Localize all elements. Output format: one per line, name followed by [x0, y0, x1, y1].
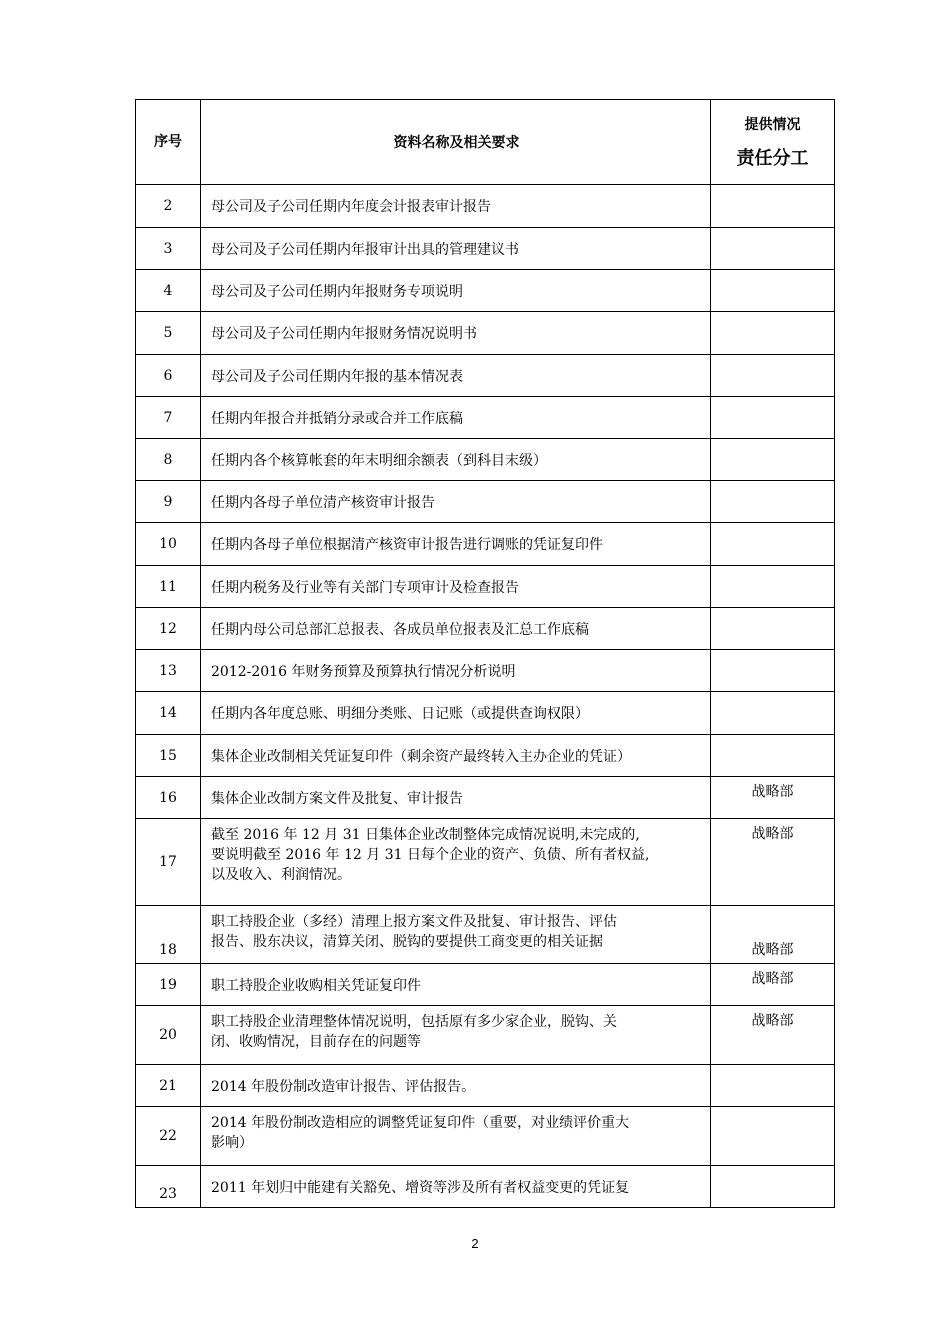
row-owner: [711, 481, 834, 522]
row-text: 母公司及子公司任期内年报的基本情况表: [211, 368, 463, 385]
row-owner: 战略部: [751, 942, 794, 958]
table-body: [136, 184, 834, 1207]
row-text: 任期内税务及行业等有关部门专项审计及检查报告: [211, 579, 519, 596]
row-text: 任期内各母子单位根据清产核资审计报告进行调账的凭证复印件: [211, 537, 603, 553]
header-owner: 责任分工: [736, 148, 809, 169]
row-owner: [711, 270, 834, 311]
table-row: [136, 1064, 834, 1106]
header-material-name: 资料名称及相关要求: [201, 100, 711, 184]
row-owner: [711, 439, 834, 480]
row-text: 母公司及子公司任期内年报财务情况说明书: [211, 326, 477, 342]
row-serial-no: 5: [136, 312, 201, 354]
row-serial-no: 3: [136, 228, 201, 269]
row-text: 任期内各个核算帐套的年末明细余额表（到科目末级）: [211, 452, 547, 469]
document-table: [135, 99, 835, 1208]
row-owner: [711, 228, 834, 269]
row-serial-no: 7: [136, 397, 201, 438]
row-serial-no: 12: [136, 608, 201, 649]
row-owner: [711, 566, 834, 607]
row-owner: [711, 185, 834, 227]
row-serial-no: 14: [136, 692, 201, 734]
row-owner: [711, 312, 834, 354]
table-row: [136, 269, 834, 311]
row-serial-no: 17: [136, 819, 201, 905]
row-serial-no: 4: [136, 270, 201, 311]
row-owner: [711, 397, 834, 438]
row-text: 职工持股企业（多经）清理上报方案文件及批复、审计报告、评估 报告、股东决议，清算关闭、脱钩的要提供工商变更的相关证据: [211, 914, 617, 950]
row-owner: 战略部: [751, 826, 794, 842]
row-text: 2011 年划归中能建有关豁免、增资等涉及所有者权益变更的凭证复: [211, 1179, 630, 1196]
row-owner: [711, 650, 834, 691]
row-material-description: [201, 270, 711, 311]
row-material-description: [201, 185, 711, 227]
row-material-description: [201, 608, 711, 649]
row-material-description: [201, 1006, 711, 1064]
row-serial-no: 9: [136, 481, 201, 522]
row-text: 职工持股企业清理整体情况说明，包括原有多少家企业，脱钩、关 闭、收购情况，目前存在的问题等: [211, 1014, 617, 1050]
table-row: [136, 522, 834, 565]
row-serial-no: 8: [136, 439, 201, 480]
table-row: [136, 1005, 834, 1064]
table-header-row: [136, 100, 834, 184]
table-row: [136, 396, 834, 438]
row-serial-no: 13: [136, 650, 201, 691]
row-serial-no: 21: [136, 1065, 201, 1106]
row-material-description: [201, 1065, 711, 1106]
row-serial-no: 10: [136, 523, 201, 565]
row-text: 2014 年股份制改造审计报告、评估报告。: [211, 1078, 476, 1095]
table-row: [136, 818, 834, 905]
table-row: [136, 1165, 834, 1207]
row-text: 2014 年股份制改造相应的调整凭证复印件（重要，对业绩评价重大 影响）: [211, 1115, 630, 1151]
row-material-description: [201, 819, 711, 905]
row-owner: [711, 523, 834, 565]
table-row: [136, 480, 834, 522]
row-text: 任期内各年度总账、明细分类账、日记账（或提供查询权限）: [211, 706, 589, 722]
row-serial-no: 20: [136, 1006, 201, 1064]
row-serial-no: 19: [136, 964, 201, 1005]
row-text: 母公司及子公司任期内年报财务专项说明: [211, 283, 463, 300]
row-owner: [711, 1166, 834, 1207]
row-material-description: [201, 650, 711, 691]
row-material-description: [201, 906, 711, 963]
table-row: [136, 905, 834, 963]
table-row: [136, 184, 834, 227]
row-owner: [711, 692, 834, 734]
row-serial-no: 16: [136, 777, 201, 818]
row-material-description: [201, 566, 711, 607]
row-owner: [711, 735, 834, 776]
header-status: 提供情况: [744, 117, 801, 133]
page-number: 2: [471, 1236, 479, 1251]
row-text: 2012-2016 年财务预算及预算执行情况分析说明: [211, 663, 516, 680]
table-row: [136, 438, 834, 480]
row-serial-no: 15: [136, 735, 201, 776]
table-row: [136, 354, 834, 396]
row-owner: [711, 1065, 834, 1106]
row-text: 截至 2016 年 12 月 31 日集体企业改制整体完成情况说明,未完成的, 要说明截至 2016 年 12 月 31 日每个企业的资产、负债、所有者权益, 以及收入、利润情况。: [211, 827, 650, 883]
row-text: 集体企业改制方案文件及批复、审计报告: [211, 790, 463, 807]
row-material-description: [201, 1166, 711, 1207]
row-text: 任期内年报合并抵销分录或合并工作底稿: [211, 410, 463, 427]
row-serial-no: 2: [136, 185, 201, 227]
row-serial-no: 23: [136, 1166, 201, 1207]
table-row: [136, 607, 834, 649]
row-material-description: [201, 397, 711, 438]
row-owner: 战略部: [751, 784, 794, 800]
table-row: [136, 734, 834, 776]
row-material-description: [201, 1107, 711, 1165]
row-serial-no: 18: [136, 906, 201, 963]
row-owner: [711, 355, 834, 396]
table-row: [136, 776, 834, 818]
table-row: [136, 649, 834, 691]
row-owner: [711, 1107, 834, 1165]
row-text: 母公司及子公司任期内年报审计出具的管理建议书: [211, 241, 519, 258]
row-material-description: [201, 735, 711, 776]
row-text: 任期内各母子单位清产核资审计报告: [211, 494, 435, 511]
row-serial-no: 11: [136, 566, 201, 607]
row-material-description: [201, 481, 711, 522]
table-row: [136, 565, 834, 607]
row-text: 任期内母公司总部汇总报表、各成员单位报表及汇总工作底稿: [211, 621, 589, 638]
row-material-description: [201, 312, 711, 354]
row-text: 母公司及子公司任期内年度会计报表审计报告: [211, 199, 491, 215]
row-owner: [711, 608, 834, 649]
header-serial-no: 序号: [136, 100, 201, 184]
row-material-description: [201, 439, 711, 480]
table-row: [136, 227, 834, 269]
row-material-description: [201, 523, 711, 565]
table-row: [136, 963, 834, 1005]
table-row: [136, 691, 834, 734]
row-text: 职工持股企业收购相关凭证复印件: [211, 977, 421, 994]
row-serial-no: 22: [136, 1107, 201, 1165]
header-status-owner: [711, 100, 834, 184]
table-row: [136, 311, 834, 354]
row-text: 集体企业改制相关凭证复印件（剩余资产最终转入主办企业的凭证）: [211, 748, 631, 765]
row-material-description: [201, 964, 711, 1005]
row-owner: 战略部: [751, 1013, 794, 1029]
row-material-description: [201, 228, 711, 269]
row-owner: 战略部: [751, 971, 794, 987]
table-row: [136, 1106, 834, 1165]
row-material-description: [201, 692, 711, 734]
row-serial-no: 6: [136, 355, 201, 396]
row-material-description: [201, 355, 711, 396]
row-material-description: [201, 777, 711, 818]
